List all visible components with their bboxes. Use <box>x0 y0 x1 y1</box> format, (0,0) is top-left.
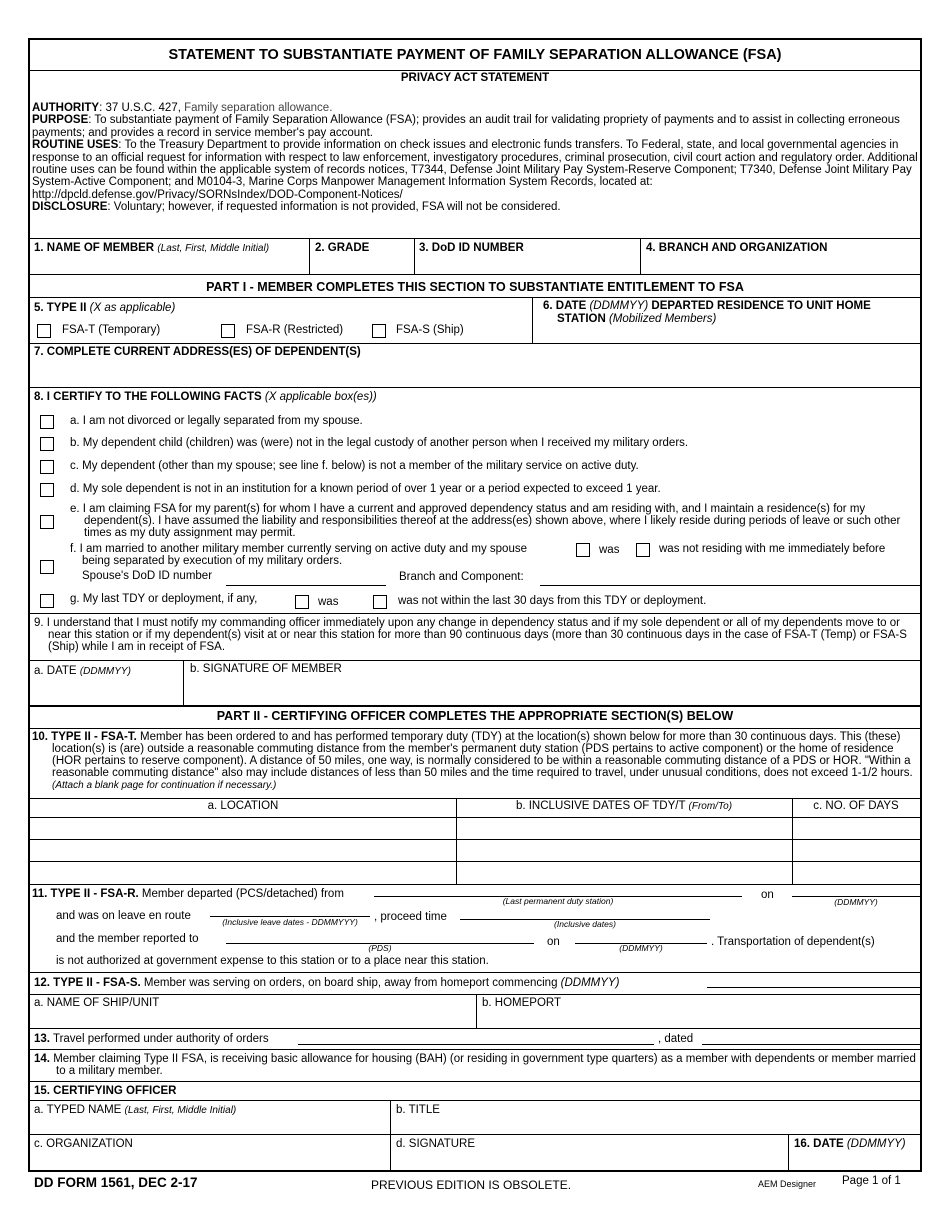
item11-text: Member departed (PCS/detached) from <box>138 888 344 900</box>
divider <box>30 343 920 344</box>
divider <box>30 387 920 388</box>
item12-line <box>34 977 619 989</box>
divider <box>30 238 920 239</box>
date-departed-field[interactable] <box>543 300 871 312</box>
certify-c-checkbox[interactable] <box>40 460 54 474</box>
spouse-was-not-label: was not residing with me immediately before <box>659 543 886 555</box>
fsa-form <box>28 38 922 1172</box>
type2-text: 5. TYPE II <box>34 302 87 314</box>
item14-text <box>34 1053 918 1077</box>
date9-label: a. DATE <box>34 665 77 677</box>
item12-label: 12. TYPE II - FSA-S. <box>34 977 141 989</box>
divider <box>183 660 184 705</box>
divider <box>640 238 641 274</box>
divider <box>30 70 920 71</box>
certify-g-checkbox[interactable] <box>40 594 54 608</box>
typed-name-label: a. TYPED NAME <box>34 1104 122 1116</box>
item11-label: 11. TYPE II - FSA-R. <box>32 888 139 900</box>
divider <box>30 1134 920 1135</box>
item9-text <box>34 617 914 653</box>
routine-label: ROUTINE USES <box>32 139 119 152</box>
item10-text <box>32 731 918 792</box>
disclosure-line <box>32 201 918 213</box>
date6-c: STATION <box>557 313 609 325</box>
table-row[interactable] <box>30 818 920 839</box>
certify-f-line2: being separated by execution of my military orders. <box>82 555 343 567</box>
item11-line1 <box>32 888 344 900</box>
item13-text: Travel performed under authority of orders <box>50 1033 269 1045</box>
certifying-officer-heading: 15. CERTIFYING OFFICER <box>34 1085 177 1097</box>
certify-heading <box>34 391 377 403</box>
orders-authority-input[interactable] <box>298 1044 654 1045</box>
col-dates-text: b. INCLUSIVE DATES OF TDY/T <box>515 800 686 812</box>
item11-hint3: (Inclusive leave dates - DDMMYYY) <box>222 917 358 927</box>
divider <box>30 1049 920 1050</box>
item9-body: 9. I understand that I must notify my commanding officer immediately upon any change in dependency status and if my sole dependent or all of my dependents move to or near this station or if my dependent(s) visit at or near this station for more than 90 continuous days (more than 30 continuous days in the case of FSA-T (Temp) or FSA-S (Ship) while I am in receipt of FSA. <box>34 617 907 653</box>
item14-body: Member claiming Type II FSA, is receiving basic allowance for housing (BAH) (or residing in government type quarters) as a member with dependents or member married to a military member. <box>50 1053 916 1077</box>
fsa-s-checkbox[interactable] <box>372 324 386 338</box>
tdy-was-not-checkbox[interactable] <box>373 595 387 609</box>
form-title: STATEMENT TO SUBSTANTIATE PAYMENT OF FAMILY SEPARATION ALLOWANCE (FSA) <box>168 47 782 63</box>
certify-b-text: b. My dependent child (children) was (were) not in the legal custody of another person when I received my military orders. <box>70 437 689 449</box>
item13-line <box>34 1033 269 1045</box>
privacy-heading: PRIVACY ACT STATEMENT <box>400 72 550 84</box>
divider <box>30 660 920 661</box>
divider <box>30 972 920 973</box>
divider <box>30 1081 920 1082</box>
certify-c-text: c. My dependent (other than my spouse; see line f. below) is not a member of the military service on active duty. <box>70 460 639 472</box>
divider <box>30 705 920 707</box>
authority-text: : 37 U.S.C. 427, <box>99 102 185 114</box>
divider <box>476 994 477 1028</box>
col-dates <box>456 800 792 812</box>
item10-body: Member has been ordered to and has performed temporary duty (TDY) at the location(s) shown below for more than 30 continuous days. This (these) location(s) is (are) outside a reasonable commuting distance from the member's permanent duty station (PDS pertains to active component) or the home of residence (HOR pertains to reserve component). A distance of 50 miles, one way, is normally considered to be within a reasonable commuting distance of a PDS or HOR. "Within a reasonable commuting distance" also may include distances of less than 50 miles and the time required to travel, under unusual conditions, does not exceed 1-1/2 hours. <box>52 731 913 779</box>
name-of-member-field[interactable] <box>34 242 269 254</box>
routine-uses-line <box>32 139 918 201</box>
divider <box>30 297 920 298</box>
date6-hint2: (Mobilized Members) <box>608 313 717 325</box>
divider <box>30 1028 920 1029</box>
aem-designer: AEM Designer <box>758 1179 817 1189</box>
fsa-r-label: FSA-R (Restricted) <box>246 324 344 336</box>
grade-field[interactable]: 2. GRADE <box>315 242 370 254</box>
spouse-dodid-label: Spouse's DoD ID number <box>82 570 213 582</box>
certify-a-checkbox[interactable] <box>40 415 54 429</box>
divider <box>788 1134 789 1172</box>
table-row[interactable] <box>30 862 920 883</box>
item14-label: 14. <box>34 1053 50 1065</box>
authority-link[interactable]: Family separation allowance. <box>184 102 333 114</box>
tdy-was-checkbox[interactable] <box>295 595 309 609</box>
organization-field[interactable]: c. ORGANIZATION <box>34 1138 133 1150</box>
fsa-r-checkbox[interactable] <box>221 324 235 338</box>
item11-proceed: , proceed time <box>374 911 447 923</box>
divider <box>30 274 920 275</box>
item12-hint: (DDMMYY) <box>560 977 620 989</box>
certify-d-checkbox[interactable] <box>40 483 54 497</box>
certify-b-checkbox[interactable] <box>40 437 54 451</box>
divider <box>30 798 920 799</box>
certify-d-text: d. My sole dependent is not in an institution for a known period of over 1 year or a period expected to exceed 1 year. <box>70 483 661 495</box>
divider <box>30 884 920 885</box>
name-hint: (Last, First, Middle Initial) <box>157 243 270 254</box>
tdy-was-label: was <box>318 596 339 608</box>
item11-transport: . Transportation of dependent(s) <box>711 936 875 948</box>
date6-a: 6. DATE <box>543 300 590 312</box>
fsa-t-label: FSA-T (Temporary) <box>62 324 161 336</box>
col-location: a. LOCATION <box>207 800 279 812</box>
member-signature-field[interactable]: b. SIGNATURE OF MEMBER <box>190 663 342 675</box>
spouse-dodid-input[interactable] <box>226 585 386 586</box>
certify-text: 8. I CERTIFY TO THE FOLLOWING FACTS <box>34 391 262 403</box>
divider <box>532 297 533 343</box>
purpose-line <box>32 114 918 139</box>
type2-hint: (X as applicable) <box>89 302 176 314</box>
item10-hint: (Attach a blank page for continuation if necessary.) <box>52 780 277 791</box>
date6-b: DEPARTED RESIDENCE TO UNIT HOME <box>648 300 871 312</box>
certify-e-text: e. I am claiming FSA for my parent(s) for whom I have a current and approved dependency status and am residing with, and I maintain a residence(s) for my dependent(s). I have assumed the liability and responsibilities thereof at the address(es) shown above, where I likely reside during periods of leave or such other times as my duty assignment may permit. <box>70 503 901 539</box>
item11-on2: on <box>547 936 560 948</box>
branch-org-field[interactable]: 4. BRANCH AND ORGANIZATION <box>646 242 828 254</box>
item11-last: is not authorized at government expense to this station or to a place near this station. <box>56 955 489 967</box>
divider <box>30 994 920 995</box>
certify-e-checkbox[interactable] <box>40 515 54 529</box>
item11-reported: and the member reported to <box>56 933 199 945</box>
item13-dated: , dated <box>658 1033 694 1045</box>
disclosure-text: : Voluntary; however, if requested information is not provided, FSA will not be considered. <box>107 201 561 214</box>
authority-line <box>32 102 918 114</box>
divider <box>30 1100 920 1101</box>
item11-leave: and was on leave en route <box>56 910 191 922</box>
spouse-was-checkbox[interactable] <box>576 543 590 557</box>
commencing-date-input[interactable] <box>707 987 920 988</box>
date9-hint: (DDMMYY) <box>79 666 131 677</box>
spouse-was-label: was <box>599 544 620 556</box>
divider <box>30 613 920 614</box>
privacy-statement <box>32 102 918 214</box>
date6-hint: (DDMMYY) <box>589 300 649 312</box>
authority-label: AUTHORITY <box>32 102 100 114</box>
officer-date-field[interactable] <box>794 1138 906 1150</box>
name-label: 1. NAME OF MEMBER <box>34 242 155 254</box>
certify-a-text: a. I am not divorced or legally separated from my spouse. <box>70 415 363 427</box>
divider <box>309 238 310 274</box>
item11-hint1: (Last permanent duty station) <box>502 896 614 906</box>
homeport-field[interactable]: b. HOMEPORT <box>482 997 562 1009</box>
certify-f-text: f. I am married to another military member currently serving on active duty and my spouse <box>70 543 527 555</box>
ship-unit-field[interactable]: a. NAME OF SHIP/UNIT <box>34 997 160 1009</box>
type2-label <box>34 302 175 314</box>
col-days: c. NO. OF DAYS <box>813 800 899 812</box>
title-field[interactable]: b. TITLE <box>396 1104 440 1116</box>
col-dates-hint: (From/To) <box>688 801 733 812</box>
part1-heading: PART I - MEMBER COMPLETES THIS SECTION TO SUBSTANTIATE ENTITLEMENT TO FSA <box>206 280 744 294</box>
item11-on: on <box>761 889 774 901</box>
table-row[interactable] <box>30 840 920 861</box>
divider <box>414 238 415 274</box>
purpose-label: PURPOSE <box>32 114 89 127</box>
item11-hint4: (Inclusive dates) <box>554 919 616 929</box>
form-id: DD FORM 1561, DEC 2-17 <box>34 1175 198 1190</box>
certify-f-checkbox[interactable] <box>40 560 54 574</box>
spouse-was-not-checkbox[interactable] <box>636 543 650 557</box>
certify-hint: (X applicable box(es)) <box>264 391 377 403</box>
divider <box>30 728 920 729</box>
purpose-text: : To substantiate payment of Family Separation Allowance (FSA); provides an audit trail for validating propriety of payments and to assist in collecting erroneous payments; and provides a record in service member's pay account. <box>32 114 900 139</box>
certify-g-text: g. My last TDY or deployment, if any, <box>70 593 258 605</box>
disclosure-label: DISCLOSURE <box>32 201 108 214</box>
typed-name-field[interactable] <box>34 1104 236 1116</box>
spouse-branch-label: Branch and Component: <box>399 571 524 583</box>
typed-name-hint: (Last, First, Middle Initial) <box>124 1105 237 1116</box>
item11-hint6: (DDMMYY) <box>619 943 663 953</box>
fsa-s-label: FSA-S (Ship) <box>396 324 464 336</box>
item10-label: 10. TYPE II - FSA-T. <box>32 731 137 743</box>
part2-heading: PART II - CERTIFYING OFFICER COMPLETES THE APPROPRIATE SECTION(S) BELOW <box>216 709 734 723</box>
date16-hint: (DDMMYY) <box>846 1138 906 1150</box>
fsa-t-checkbox[interactable] <box>37 324 51 338</box>
item13-label: 13. <box>34 1033 50 1045</box>
dependent-address-field[interactable]: 7. COMPLETE CURRENT ADDRESS(ES) OF DEPENDENT(S) <box>34 346 361 358</box>
tdy-was-not-label: was not within the last 30 days from this TDY or deployment. <box>398 595 707 607</box>
item11-hint5: (PDS) <box>368 943 392 953</box>
edition-note: PREVIOUS EDITION IS OBSOLETE. <box>371 1178 572 1192</box>
officer-signature-field[interactable]: d. SIGNATURE <box>396 1138 476 1150</box>
spouse-branch-input[interactable] <box>540 585 920 586</box>
date16-label: 16. DATE <box>794 1138 844 1150</box>
orders-date-input[interactable] <box>702 1044 920 1045</box>
item12-text: Member was serving on orders, on board ship, away from homeport commencing <box>140 977 561 989</box>
date6-line2 <box>557 313 716 325</box>
divider <box>390 1100 391 1172</box>
routine-text: : To the Treasury Department to provide information on check issues and electronic funds transfers. To Federal, state, and local governmental agencies in response to an official request for information with respect to law enforcement, investigatory procedures, criminal prosecution, civil court action and regulatory order. Additional routine uses can be found within the applicable system of records notices, T7344, Defense Joint Military Pay System-Reserve Component; T7340, Defense Joint Military Pay System-Active Component; and M0104-3, Marine Corps Manpower Management Information System Records, located at: http://dpcld.defense.gov/Privacy/SORNsIndex/DOD-Component-Notices/ <box>32 139 918 201</box>
page-number: Page 1 of 1 <box>842 1175 901 1187</box>
member-date-field[interactable] <box>34 665 131 677</box>
item11-hint2: (DDMMYY) <box>834 897 878 907</box>
dod-id-field[interactable]: 3. DoD ID NUMBER <box>419 242 524 254</box>
